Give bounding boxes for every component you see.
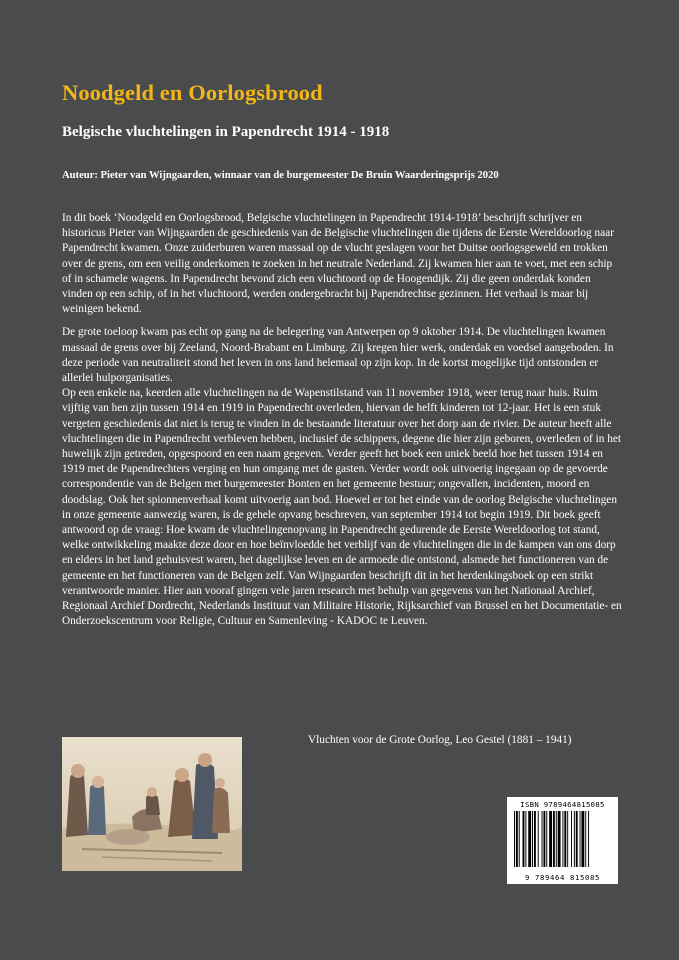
author-line: Auteur: Pieter van Wijngaarden, winnaar van de burgemeester De Bruin Waarderingsprijs 2020 (62, 170, 499, 181)
blurb-paragraph: Op een enkele na, keerden alle vluchtelingen na de Wapenstilstand van 11 november 1918, weer terug naar huis. Ruim vijftig van hen zijn tussen 1914 en 1919 in Papendrecht overleden, hiervan de helft kinderen tot 12-jaar. Het is een stuk vergeten geschiedenis dat niet is terug te vinden in de bestaande literatuur over het dorp aan de rivier. De auteur heeft alle vluchtelingen die in Papendrecht verbleven hebben, inclusief de schippers, degene die hier zijn geboren, overleden of in het huwelijk zijn getreden, opgespoord en een naam gegeven. Verder geeft het boek een uniek beeld hoe het tussen 1914 en 1919 met de Papendrechters verging en hun omgang met de gasten. Verder wordt ook uitvoerig ingegaan op de gevoerde correspondentie van de Belgen met burgemeester Bonten en het gemeente bestuur; ongevallen, incidenten, moord en doodslag. Ook het spionnenverhaal komt uitvoerig aan bod. Hoewel er tot het einde van de oorlog Belgische vluchtelingen in onze gemeente aanwezig waren, is de gehele opvang beschreven, van september 1914 tot begin 1919. Dit boek geeft antwoord op de vraag: Hoe kwam de vluchtelingenopvang in Papendrecht gedurende de Eerste Wereldoorlog tot stand, welke ontwikkeling maakte deze door en hoe beïnvloedde het verblijf van de vluchtelingen die in de kampen van ons dorp en elders in het land gehuisvest waren, het dagelijkse leven en de armoede die ontstond, alsmede het functioneren van de gemeente en het functioneren van de Belgen zelf. Van Wijngaarden beschrijft dit in het herdenkingsboek op een strikt verantwoorde manier. Hier aan vooraf gingen vele jaren research met behulp van gegevens van het Nationaal Archief, Regionaal Archief Dordrecht, Nederlands Instituut van Militaire Historie, Rijksarchief van Brussel en het Documentatie- en Onderzoekscentrum voor Religie, Cultuur en Samenleving - KADOC te Leuven. (62, 387, 622, 628)
barcode-bar (542, 811, 543, 867)
barcode-bar (562, 811, 563, 867)
barcode-bar (532, 811, 533, 867)
isbn-label: ISBN 9789464815085 (520, 800, 605, 809)
blurb-paragraph: De grote toeloop kwam pas echt op gang na de belegering van Antwerpen op 9 oktober 1914. De vluchtelingen kwamen massaal de grens over bij Zeeland, Noord-Brabant en Limburg. Zij kregen hier werk, onderdak en voedsel aangeboden. In deze periode van neutraliteit stond het leven in ons land helemaal op zijn kop. In de kortst mogelijke tijd ontstonden er allerlei hulporganisaties. (62, 326, 614, 385)
barcode-bar (580, 811, 581, 867)
barcode-bar (581, 811, 584, 867)
isbn-barcode (507, 797, 618, 884)
barcode-bar (588, 811, 589, 867)
barcode-bar (558, 811, 561, 867)
barcode-bar (516, 811, 518, 867)
barcode-bar (574, 811, 575, 867)
painting-caption: Vluchten voor de Grote Oorlog, Leo Gestel (1881 – 1941) (308, 734, 572, 746)
painting-illustration (62, 737, 242, 871)
barcode-bar (567, 811, 568, 867)
barcode-bar (576, 811, 578, 867)
barcode-bars (514, 811, 611, 867)
barcode-bar (528, 811, 531, 867)
barcode-bar (571, 811, 572, 867)
barcode-bar (546, 811, 547, 867)
barcode-bar (519, 811, 520, 867)
barcode-bar (585, 811, 586, 867)
barcode-bar (543, 811, 545, 867)
blurb-text (62, 211, 622, 629)
barcode-bar (523, 811, 525, 867)
book-subtitle: Belgische vluchtelingen in Papendrecht 1914 - 1918 (62, 124, 390, 140)
barcode-bar (549, 811, 552, 867)
book-title: Noodgeld en Oorlogsbrood (62, 80, 323, 105)
barcode-bar (538, 811, 539, 867)
barcode-bar (556, 811, 557, 867)
isbn-digits: 9 789464 815085 (525, 873, 600, 882)
painting-refugees-image (62, 737, 242, 871)
barcode-bar (534, 811, 536, 867)
barcode-bar (514, 811, 515, 867)
blurb-paragraph: In dit boek ‘Noodgeld en Oorlogsbrood, Belgische vluchtelingen in Papendrecht 1914-1918’ beschrijft schrijver en historicus Pieter van Wijngaarden de geschiedenis van de Belgische vluchtelingen die tijdens de Eerste Wereldoorlog naar Papendrecht kwamen. Onze zuiderburen waren massaal op de vlucht geslagen voor het Duitse oorlogsgeweld en trokken over de grens, om een veilig onderkomen te zoeken in het neutrale Nederland. Zij kwamen hier aan te voet, met een schip of in schamele wagens. In Papendrecht bevond zich een vluchtoord op de Hoogendijk. Zij die geen onderdak konden vinden op een schip, of in het vluchtoord, werden ondergebracht bij Papendrechtse gezinnen. Het verhaal is maar bij weinigen bekend. (62, 212, 614, 316)
barcode-bar (564, 811, 566, 867)
barcode-bar (553, 811, 555, 867)
barcode-bar (525, 811, 526, 867)
